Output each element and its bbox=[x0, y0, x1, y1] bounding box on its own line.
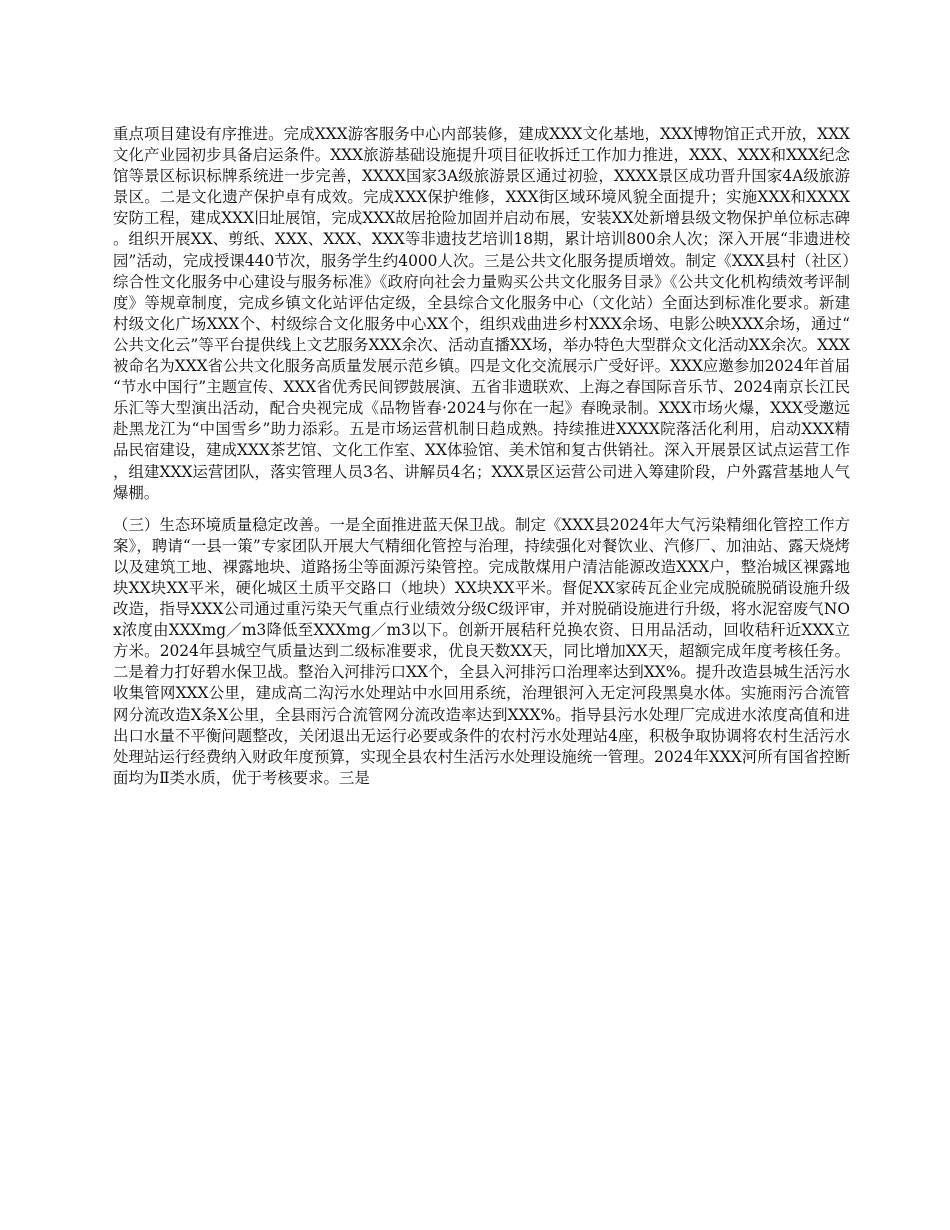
paragraph-culture-tourism: 重点项目建设有序推进。完成XXX游客服务中心内部装修，建成XXX文化基地，XXX博物馆正式开放，XXX文化产业园初步具备启运条件。XXX旅游基础设施提升项目征收拆迁工作加力推进，XXX、XXX和XXX纪念馆等景区标识标牌系统进一步完善，XXXX国家3A级旅游景区通过初验，XXXX景区成功晋升国家4A级旅游景区。二是文化遗产保护卓有成效。完成XXX保护维修，XXX街区域环境风貌全面提升；实施XXX和XXXX安防工程，建成XXX旧址展馆，完成XXX故居抢险加固并启动布展，安装XX处新增县级文物保护单位标志碑。组织开展XX、剪纸、XXX、XXX、XXX等非遗技艺培训18期，累计培训800余人次；深入开展“非遗进校园”活动，完成授课440节次，服务学生约4000人次。三是公共文化服务提质增效。制定《XXX县村（社区）综合性文化服务中心建设与服务标准》《政府向社会力量购买公共文化服务目录》《公共文化机构绩效考评制度》等规章制度，完成乡镇文化站评估定级，全县综合文化服务中心（文化站）全面达到标准化要求。新建村级文化广场XXX个、村级综合文化服务中心XX个，组织戏曲进乡村XXX余场、电影公映XXX余场，通过“公共文化云”等平台提供线上文艺服务XXX余次、活动直播XX场，举办特色大型群众文化活动XX余次。XXX被命名为XXX省公共文化服务高质量发展示范乡镇。四是文化交流展示广受好评。XXX应邀参加2024年首届“节水中国行”主题宣传、XXX省优秀民间锣鼓展演、五省非遗联欢、上海之春国际音乐节、2024南京长江民乐汇等大型演出活动，配合央视完成《品物皆春·2024与你在一起》春晚录制。XXX市场火爆，XXX受邀远赴黑龙江为“中国雪乡”助力添彩。五是市场运营机制日趋成熟。持续推进XXXX院落活化利用，启动XXX精品民宿建设，建成XXX茶艺馆、文化工作室、XX体验馆、美术馆和复古供销社。深入开展景区试点运营工作，组建XXX运营团队，落实管理人员3名、讲解员4名；XXX景区运营公司进入筹建阶段，户外露营基地人气爆棚。 bbox=[113, 125, 850, 502]
paragraph-ecological-environment: （三）生态环境质量稳定改善。一是全面推进蓝天保卫战。制定《XXX县2024年大气污染精细化管控工作方案》，聘请“一县一策”专家团队开展大气精细化管控与治理，持续强化对餐饮业、汽修厂、加油站、露天烧烤以及建筑工地、裸露地块、道路扬尘等面源污染管控。完成散煤用户清洁能源改造XXX户，整治城区裸露地块XX块XX平米，硬化城区土质平交路口（地块）XX块XX平米。督促XX家砖瓦企业完成脱硫脱硝设施升级改造，指导XXX公司通过重污染天气重点行业绩效分级C级评审，并对脱硝设施进行升级，将水泥窑废气NOx浓度由XXXmg／m3降低至XXXmg／m3以下。创新开展秸秆兑换农资、日用品活动，回收秸秆近XXX立方米。2024年县城空气质量达到二级标准要求，优良天数XX天，同比增加XX天，超额完成年度考核任务。二是着力打好碧水保卫战。整治入河排污口XX个，全县入河排污口治理率达到XX%。提升改造县城生活污水收集管网XXX公里，建成高二沟污水处理站中水回用系统，治理银河入无定河段黑臭水体。实施雨污合流管网分流改造X条X公里，全县雨污合流管网分流改造率达到XXX%。指导县污水处理厂完成进水浓度高值和进出口水量不平衡问题整改，关闭退出无运行必要或条件的农村污水处理站4座，积极争取协调将农村生活污水处理站运行经费纳入财政年度预算，实现全县农村生活污水处理设施统一管理。2024年XXX河所有国省控断面均为Ⅱ类水质，优于考核要求。三是 bbox=[113, 515, 850, 787]
